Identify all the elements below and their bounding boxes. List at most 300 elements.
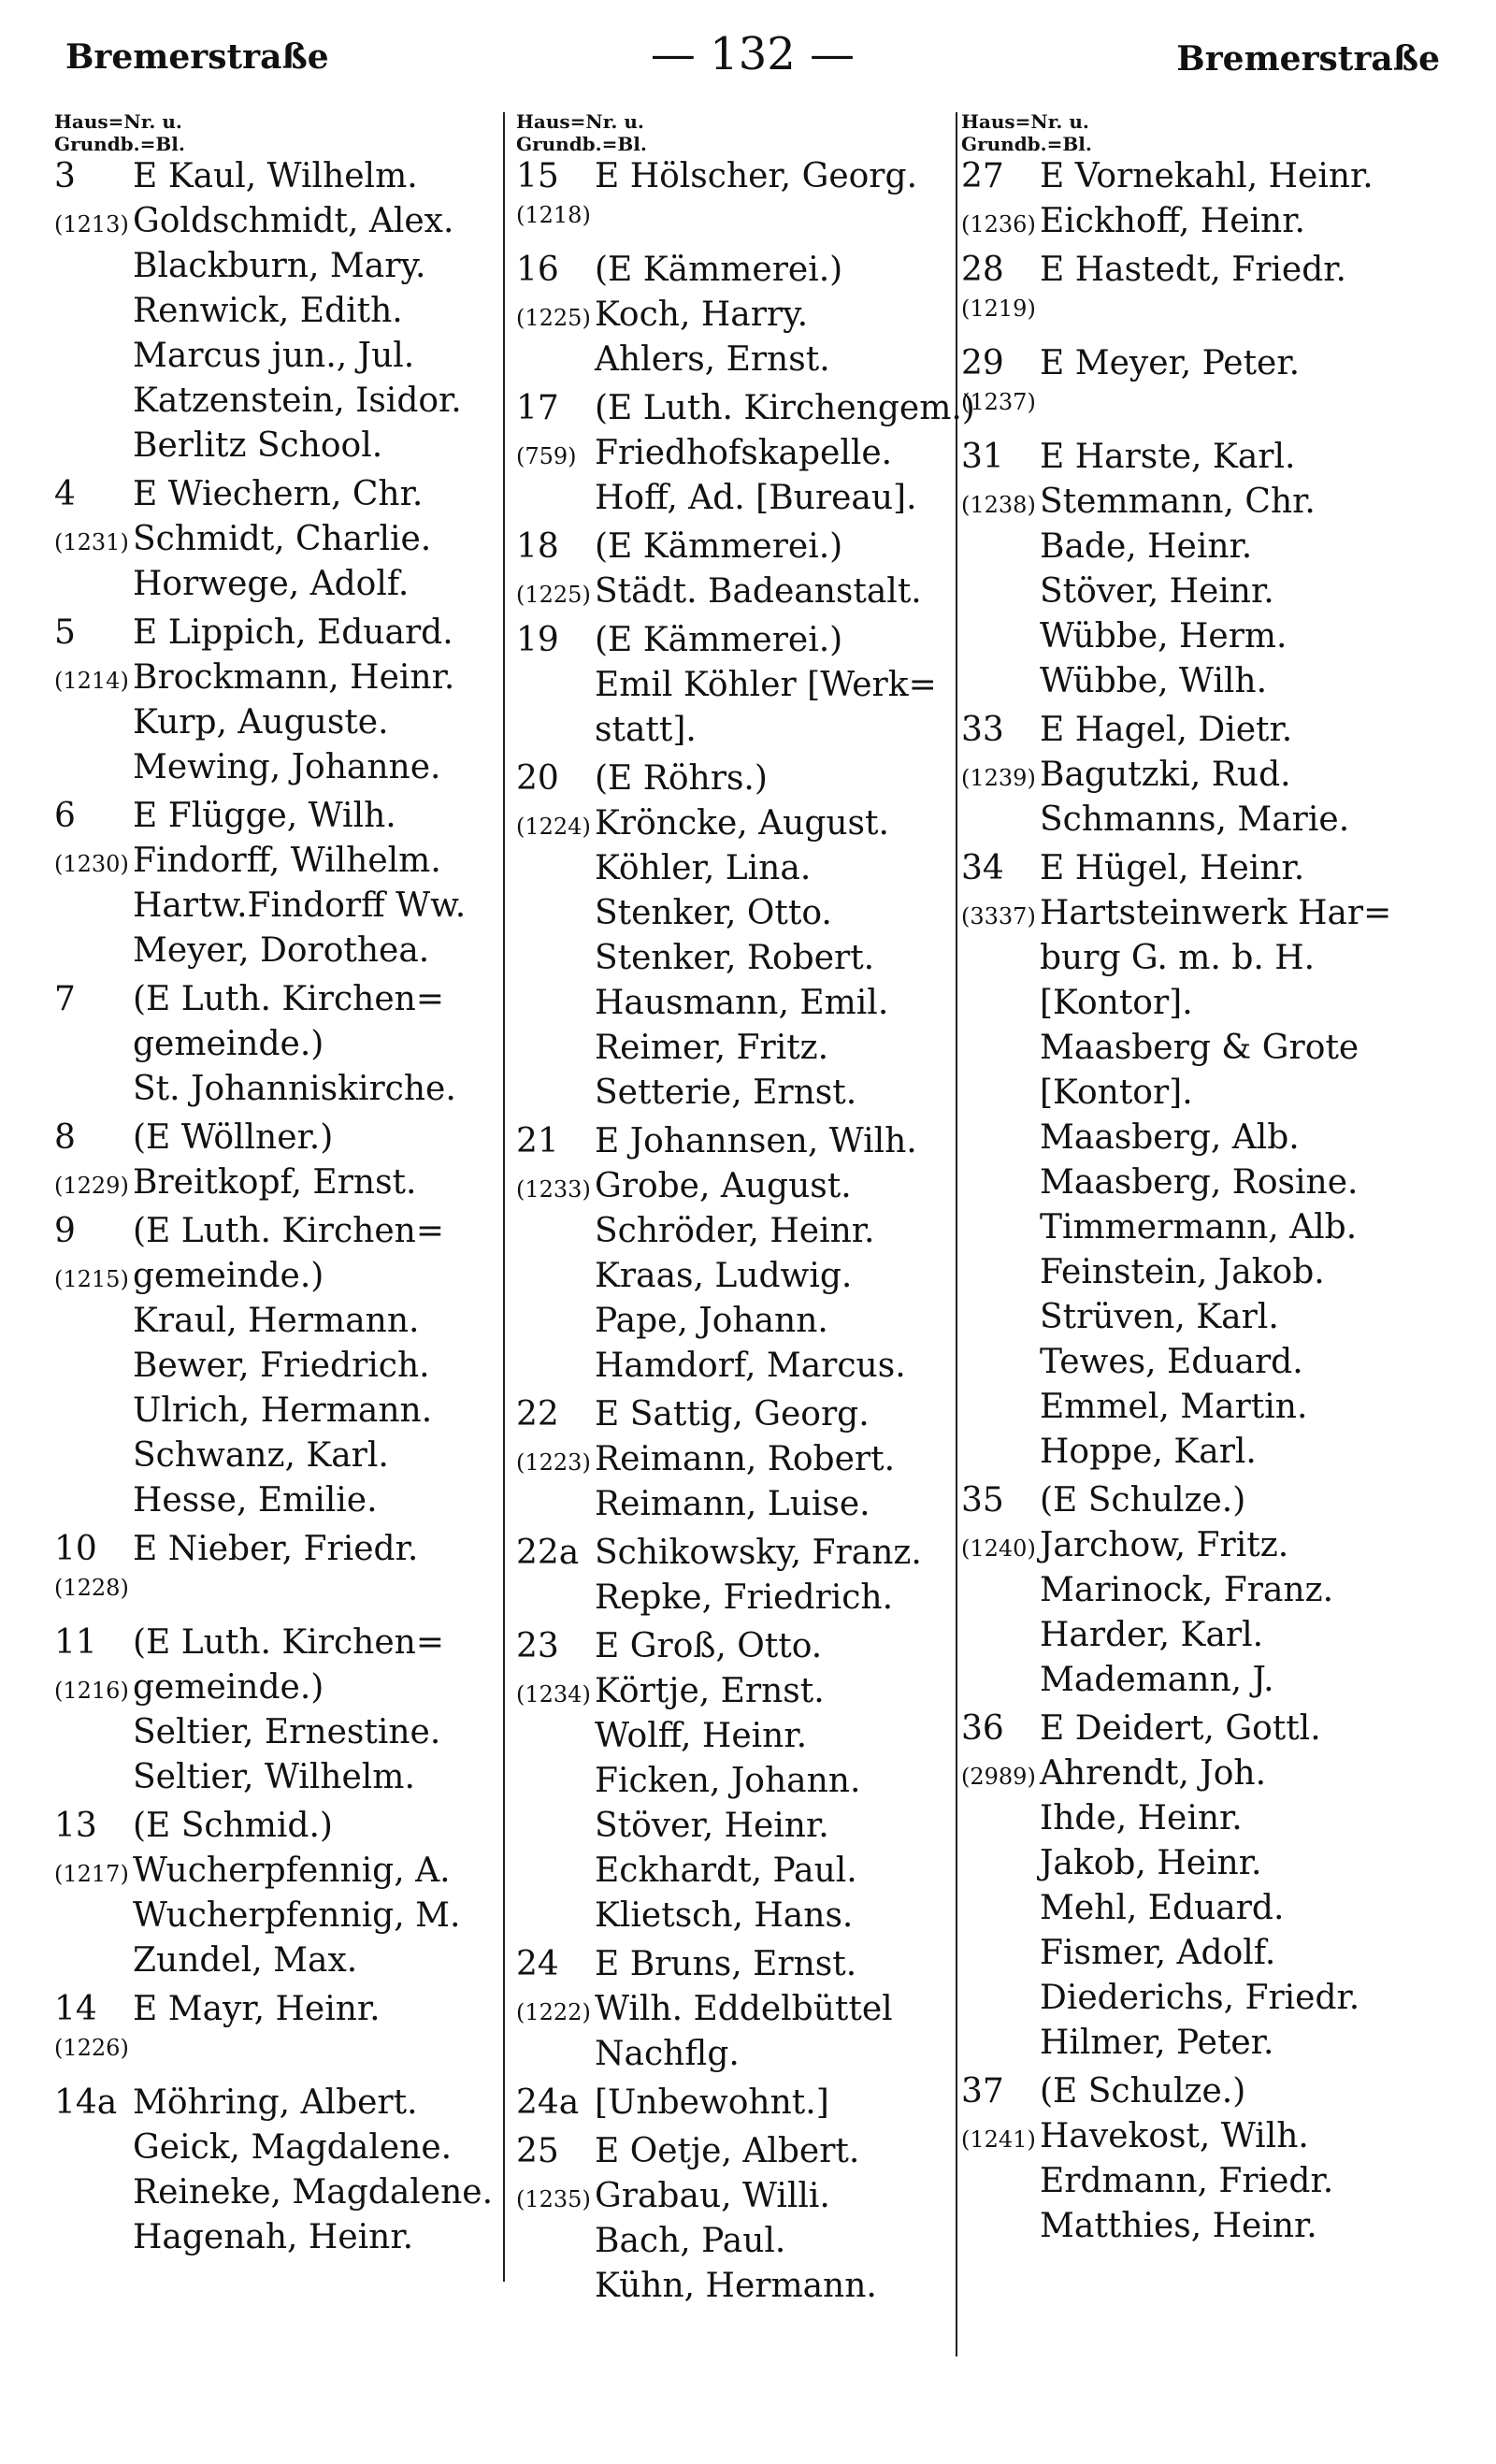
house-number: 20 (516, 759, 559, 798)
column-3 (961, 110, 1421, 2255)
parcel-number: (1235) (516, 2186, 591, 2212)
resident-line: Zundel, Max. (133, 1941, 358, 1980)
entry-row (54, 1623, 503, 1668)
entry-row (54, 382, 503, 426)
resident-line: Schikowsky, Franz. (595, 1534, 922, 1572)
resident-line: (E Kämmerei.) (595, 251, 843, 289)
entry-row (516, 894, 957, 939)
resident-line: Emil Köhler [Werk= (595, 666, 937, 704)
entry-row (54, 1990, 503, 2035)
house-entry (54, 1530, 503, 1620)
resident-line: (E Luth. Kirchen= (133, 1623, 445, 1662)
parcel-number: (1225) (516, 582, 591, 608)
entry-row (54, 520, 503, 565)
entry-row (54, 1070, 503, 1115)
resident-line: Matthies, Heinr. (1040, 2207, 1317, 2245)
entry-row (54, 565, 503, 610)
entry-row (961, 984, 1421, 1029)
entry-row (54, 1481, 503, 1526)
house-entry (516, 389, 975, 524)
resident-line: Nachflg. (595, 2035, 740, 2073)
resident-line: Kröncke, August. (595, 804, 889, 843)
resident-line: Hausmann, Emil. (595, 984, 889, 1022)
resident-line: Kühn, Hermann. (595, 2267, 877, 2305)
entry-row (54, 931, 503, 976)
entry-row (54, 157, 503, 202)
house-number: 23 (516, 1627, 559, 1665)
resident-line: Stöver, Heinr. (1040, 572, 1274, 611)
resident-line: Maasberg & Grote (1040, 1029, 1359, 1067)
resident-line: gemeinde.) (133, 1025, 324, 1063)
house-number: 33 (961, 711, 1004, 749)
entry-row (961, 849, 1421, 894)
house-entry (516, 2132, 957, 2312)
resident-line: Wilh. Eddelbüttel (595, 1990, 893, 2028)
resident-line: Mewing, Johanne. (133, 748, 441, 786)
house-number: 5 (54, 613, 76, 652)
house-entry (516, 759, 957, 1118)
resident-line: (E Röhrs.) (595, 759, 768, 798)
column-header-line2: Grundb.=Bl. (54, 133, 185, 155)
entry-row (961, 1754, 1421, 1799)
resident-line: Seltier, Ernestine. (133, 1713, 441, 1751)
entry-row (516, 939, 957, 984)
entry-row (516, 1347, 957, 1391)
house-number: 31 (961, 438, 1004, 476)
resident-line: Ahrendt, Joh. (1040, 1754, 1267, 1793)
house-number: 13 (54, 1807, 97, 1845)
resident-line: [Kontor]. (1040, 1073, 1193, 1112)
resident-line: Bagutzki, Rud. (1040, 756, 1291, 794)
resident-line: E Oetje, Albert. (595, 2132, 860, 2170)
resident-line: Wübbe, Wilh. (1040, 662, 1268, 700)
resident-line: (E Luth. Kirchengem.) (595, 389, 975, 427)
entry-row (516, 479, 957, 524)
entry-row (516, 295, 957, 340)
house-number: 14 (54, 1990, 97, 2028)
entry-row (961, 1208, 1421, 1253)
parcel-number: (1224) (516, 814, 591, 840)
house-number: 22 (516, 1395, 559, 1434)
resident-line: E Groß, Otto. (595, 1627, 823, 1665)
entry-row (961, 894, 1421, 939)
parcel-number: (1215) (54, 1266, 129, 1292)
resident-line: Hartw.Findorff Ww. (133, 886, 467, 925)
resident-line: Ihde, Heinr. (1040, 1799, 1243, 1837)
entry-row (516, 849, 957, 894)
parcel-number: (1216) (54, 1678, 129, 1704)
entry-row (516, 1762, 957, 1807)
house-number: 37 (961, 2072, 1004, 2111)
house-number: 35 (961, 1481, 1004, 1520)
resident-line: Köhler, Lina. (595, 849, 812, 887)
resident-line: E Harste, Karl. (1040, 438, 1296, 476)
entry-row (961, 1709, 1421, 1754)
resident-line: Strüven, Karl. (1040, 1298, 1279, 1336)
entry-row (54, 1118, 503, 1163)
resident-line: E Nieber, Friedr. (133, 1530, 419, 1568)
house-number: 4 (54, 475, 76, 513)
house-number: 15 (516, 157, 559, 195)
parcel-number: (1223) (516, 1449, 591, 1476)
house-number: 22a (516, 1534, 580, 1572)
resident-line: Berlitz School. (133, 426, 383, 465)
house-number: 17 (516, 389, 559, 427)
resident-line: Grabau, Willi. (595, 2177, 830, 2215)
parcel-number: (1236) (961, 211, 1036, 238)
house-entry (54, 980, 503, 1115)
resident-line: E Hagel, Dietr. (1040, 711, 1293, 749)
house-number: 25 (516, 2132, 559, 2170)
resident-line: Hilmer, Peter. (1040, 2024, 1274, 2062)
running-head (65, 28, 1440, 94)
resident-line: Kraul, Hermann. (133, 1302, 420, 1340)
resident-line: Blackburn, Mary. (133, 247, 426, 285)
entry-row (516, 1945, 957, 1990)
parcel-number: (1218) (516, 202, 591, 228)
resident-line: Diederichs, Friedr. (1040, 1979, 1360, 2017)
entry-row (961, 1934, 1421, 1979)
resident-line: Schmanns, Marie. (1040, 800, 1350, 839)
parcel-number: (1230) (54, 851, 129, 877)
entry-row (516, 2132, 957, 2177)
entry-row (516, 984, 957, 1029)
resident-line: Reimann, Robert. (595, 1440, 896, 1478)
resident-line: E Hügel, Heinr. (1040, 849, 1305, 887)
resident-line: Klietsch, Hans. (595, 1896, 854, 1935)
entry-row (961, 1844, 1421, 1889)
entry-row (54, 1436, 503, 1481)
resident-line: Emmel, Martin. (1040, 1388, 1308, 1426)
entry-row (961, 1526, 1421, 1571)
resident-line: gemeinde.) (133, 1257, 324, 1295)
house-number: 18 (516, 527, 559, 566)
resident-line: E Hastedt, Friedr. (1040, 251, 1346, 289)
house-number: 3 (54, 157, 76, 195)
entry-row (516, 1440, 957, 1485)
column-header-line1: Haus=Nr. u. (961, 110, 1089, 133)
entry-row (961, 438, 1421, 483)
entry-row (516, 389, 975, 434)
entry-row (516, 572, 957, 617)
resident-line: (E Schmid.) (133, 1807, 333, 1845)
column-header-line1: Haus=Nr. u. (54, 110, 182, 133)
entry-row (516, 1212, 957, 1257)
parcel-number: (1219) (961, 295, 1036, 322)
entry-row (54, 1852, 503, 1896)
resident-line: Hoppe, Karl. (1040, 1433, 1257, 1471)
entry-row (961, 2162, 1421, 2207)
resident-line: E Deidert, Gottl. (1040, 1709, 1321, 1748)
house-number: 34 (961, 849, 1004, 887)
parcel-number: (1239) (961, 765, 1036, 791)
house-number: 16 (516, 251, 559, 289)
resident-line: E Sattig, Georg. (595, 1395, 870, 1434)
entry-row (54, 1163, 503, 1208)
entry-row (54, 2128, 503, 2173)
resident-line: Jarchow, Fritz. (1040, 1526, 1289, 1564)
entry-row (516, 1485, 957, 1530)
entry-row (54, 613, 503, 658)
resident-line: Hesse, Emilie. (133, 1481, 378, 1520)
entry-row (54, 2218, 503, 2263)
entry-row (961, 344, 1421, 389)
entry-row (516, 2035, 957, 2080)
house-entry (54, 1212, 503, 1526)
resident-line: Horwege, Adolf. (133, 565, 410, 603)
column-header (516, 110, 957, 155)
entry-row (516, 1073, 957, 1118)
entry-row (516, 666, 957, 711)
resident-line: Eickhoff, Heinr. (1040, 202, 1305, 240)
house-entry (961, 1481, 1421, 1706)
entry-row (54, 1713, 503, 1758)
entry-row (54, 2173, 503, 2218)
resident-line: Repke, Friedrich. (595, 1578, 894, 1617)
house-entry (961, 2072, 1421, 2252)
entry-row (961, 1799, 1421, 1844)
house-entry (54, 1623, 503, 1803)
resident-line: Erdmann, Friedr. (1040, 2162, 1334, 2200)
entry-row (516, 2267, 957, 2312)
resident-line: Bach, Paul. (595, 2222, 786, 2260)
resident-line: Brockmann, Heinr. (133, 658, 455, 697)
resident-line: Friedhofskapelle. (595, 434, 893, 472)
house-entry (516, 157, 957, 247)
resident-line: Meyer, Dorothea. (133, 931, 430, 970)
entry-row (516, 711, 957, 756)
parcel-number: (1226) (54, 2035, 129, 2061)
entry-row (54, 1302, 503, 1347)
resident-line: Hartsteinwerk Har= (1040, 894, 1392, 932)
house-number: 27 (961, 157, 1004, 195)
resident-line: Schmidt, Charlie. (133, 520, 432, 558)
resident-line: Geick, Magdalene. (133, 2128, 453, 2167)
entry-row (961, 617, 1421, 662)
resident-line: Findorff, Wilhelm. (133, 842, 441, 880)
entry-row (961, 1073, 1421, 1118)
resident-line: Bade, Heinr. (1040, 527, 1253, 566)
entry-row (516, 1167, 957, 1212)
house-entry (516, 2083, 957, 2128)
parcel-number: (1231) (54, 529, 129, 555)
entry-row (54, 1530, 503, 1575)
column-2 (516, 110, 975, 2315)
entry-row (516, 2222, 957, 2267)
entry-row (54, 703, 503, 748)
entry-row (516, 1302, 957, 1347)
entry-row (516, 2177, 957, 2222)
entry-row (961, 756, 1421, 800)
house-entry (54, 1807, 503, 1986)
entry-row (54, 1025, 503, 1070)
entry-row (961, 572, 1421, 617)
column-divider (503, 112, 505, 2282)
entry-list (961, 157, 1421, 2252)
resident-line: E Vornekahl, Heinr. (1040, 157, 1374, 195)
resident-line: Wucherpfennig, A. (133, 1852, 451, 1890)
entry-row (961, 939, 1421, 984)
entry-row (961, 2117, 1421, 2162)
entry-row (54, 426, 503, 471)
entry-row (516, 251, 957, 295)
house-entry (516, 1395, 957, 1530)
entry-row (54, 748, 503, 793)
resident-line: Mademann, J. (1040, 1661, 1274, 1699)
entry-row (961, 1298, 1421, 1343)
resident-line: Koch, Harry. (595, 295, 809, 334)
house-entry (961, 711, 1421, 845)
entry-row (961, 1979, 1421, 2024)
house-entry (54, 797, 503, 976)
house-number: 28 (961, 251, 1004, 289)
entry-row (516, 1896, 957, 1941)
entry-row (961, 2024, 1421, 2068)
resident-line: Kraas, Ludwig. (595, 1257, 853, 1295)
entry-row (54, 797, 503, 842)
entry-row (516, 340, 957, 385)
resident-line: Harder, Karl. (1040, 1616, 1264, 1654)
house-number: 9 (54, 1212, 76, 1250)
house-number: 6 (54, 797, 76, 835)
entry-row (961, 662, 1421, 707)
resident-line: Wolff, Heinr. (595, 1717, 808, 1755)
resident-line: Havekost, Wilh. (1040, 2117, 1309, 2155)
parcel-number: (1228) (54, 1575, 129, 1601)
parcel-number: (1241) (961, 2126, 1036, 2153)
entry-row (961, 1571, 1421, 1616)
house-entry (516, 1122, 957, 1391)
entry-row (516, 1534, 957, 1578)
house-entry (54, 613, 503, 793)
entry-row (516, 1852, 957, 1896)
resident-line: Hoff, Ad. [Bureau]. (595, 479, 917, 517)
entry-row (516, 1257, 957, 1302)
entry-row (54, 247, 503, 292)
entry-row (54, 1347, 503, 1391)
house-entry (961, 1709, 1421, 2068)
entry-row (961, 389, 1421, 434)
entry-row (54, 1212, 503, 1257)
house-entry (516, 1945, 957, 2080)
resident-line: Jakob, Heinr. (1040, 1844, 1262, 1882)
resident-line: E Wiechern, Chr. (133, 475, 424, 513)
house-number: 10 (54, 1530, 97, 1568)
resident-line: (E Wöllner.) (133, 1118, 334, 1157)
house-entry (516, 621, 957, 756)
resident-line: Maasberg, Alb. (1040, 1118, 1300, 1157)
entry-row (961, 295, 1421, 340)
resident-line: E Flügge, Wilh. (133, 797, 396, 835)
house-entry (54, 157, 503, 471)
entry-row (54, 1575, 503, 1620)
column-header-line2: Grundb.=Bl. (961, 133, 1092, 155)
house-number: 8 (54, 1118, 76, 1157)
entry-row (54, 886, 503, 931)
house-entry (54, 2083, 503, 2263)
parcel-number: (1225) (516, 305, 591, 331)
resident-line: (E Schulze.) (1040, 2072, 1246, 2111)
resident-line: Möhring, Albert. (133, 2083, 418, 2122)
resident-line: Städt. Badeanstalt. (595, 572, 922, 611)
entry-row (961, 483, 1421, 527)
entry-row (54, 337, 503, 382)
house-entry (961, 849, 1421, 1477)
resident-line: Tewes, Eduard. (1040, 1343, 1303, 1381)
house-entry (516, 1627, 957, 1941)
column-header (961, 110, 1421, 155)
entry-row (961, 1343, 1421, 1388)
resident-line: Schwanz, Karl. (133, 1436, 389, 1475)
house-number: 36 (961, 1709, 1004, 1748)
resident-line: Schröder, Heinr. (595, 1212, 875, 1250)
parcel-number: (1237) (961, 389, 1036, 415)
parcel-number: (1233) (516, 1176, 591, 1203)
resident-line: Ficken, Johann. (595, 1762, 861, 1800)
entry-row (961, 1029, 1421, 1073)
resident-line: Stemmann, Chr. (1040, 483, 1316, 521)
column-header-line2: Grundb.=Bl. (516, 133, 647, 155)
house-entry (961, 157, 1421, 247)
entry-row (516, 202, 957, 247)
parcel-number: (1229) (54, 1173, 129, 1199)
resident-line: Marinock, Franz. (1040, 1571, 1334, 1609)
entry-row (54, 1257, 503, 1302)
entry-row (961, 1481, 1421, 1526)
entry-row (961, 1163, 1421, 1208)
entry-row (516, 1672, 957, 1717)
resident-line: Bewer, Friedrich. (133, 1347, 430, 1385)
resident-line: Renwick, Edith. (133, 292, 403, 330)
resident-line: Timmermann, Alb. (1040, 1208, 1358, 1246)
parcel-number: (3337) (961, 903, 1036, 929)
resident-line: Wübbe, Herm. (1040, 617, 1287, 656)
resident-line: E Mayr, Heinr. (133, 1990, 381, 2028)
entry-row (54, 475, 503, 520)
house-number: 11 (54, 1623, 97, 1662)
entry-row (54, 2035, 503, 2080)
house-number: 29 (961, 344, 1004, 382)
resident-line: Marcus jun., Jul. (133, 337, 415, 375)
parcel-number: (1222) (516, 1999, 591, 2025)
column-header (54, 110, 503, 155)
resident-line: Setterie, Ernst. (595, 1073, 857, 1112)
entry-list (54, 157, 503, 2263)
entry-row (961, 1433, 1421, 1477)
resident-line: Körtje, Ernst. (595, 1672, 825, 1710)
resident-line: Ulrich, Hermann. (133, 1391, 433, 1430)
resident-line: Stenker, Robert. (595, 939, 875, 977)
resident-line: E Meyer, Peter. (1040, 344, 1301, 382)
house-number: 7 (54, 980, 76, 1018)
resident-line: E Hölscher, Georg. (595, 157, 918, 195)
resident-line: Eckhardt, Paul. (595, 1852, 857, 1890)
resident-line: Wucherpfennig, M. (133, 1896, 461, 1935)
house-entry (961, 251, 1421, 340)
house-number: 21 (516, 1122, 559, 1160)
resident-line: Seltier, Wilhelm. (133, 1758, 415, 1796)
entry-row (54, 842, 503, 886)
entry-row (961, 1616, 1421, 1661)
resident-line: Grobe, August. (595, 1167, 852, 1205)
parcel-number: (1217) (54, 1861, 129, 1887)
entry-row (516, 157, 957, 202)
entry-row (961, 527, 1421, 572)
house-entry (516, 1534, 957, 1623)
house-entry (961, 344, 1421, 434)
entry-row (54, 2083, 503, 2128)
entry-row (54, 1896, 503, 1941)
